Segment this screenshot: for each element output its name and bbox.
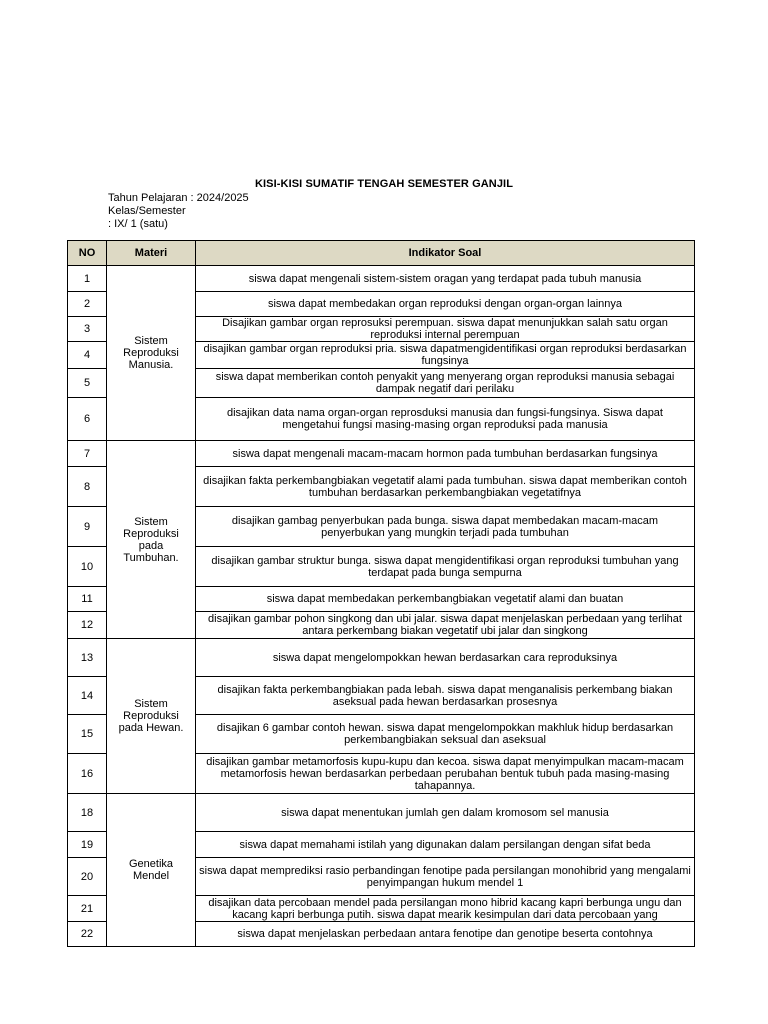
indicator-text: disajikan data percobaan mendel pada persilangan mono hibrid kacang kapri berbunga ungu dan kacang kapri berbunga putih. siswa dapat mearik kesimpulan dari data percobaan yang	[196, 896, 695, 922]
indicator-text: disajikan gambar struktur bunga. siswa dapat mengidentifikasi organ reproduksi tumbuhan yang terdapat pada bunga sempurna	[196, 547, 695, 587]
row-number: 2	[68, 292, 107, 317]
row-number: 6	[68, 398, 107, 441]
row-number: 18	[68, 794, 107, 832]
row-number: 11	[68, 587, 107, 612]
table-row	[68, 639, 695, 677]
indicator-text: disajikan gambag penyerbukan pada bunga. siswa dapat membedakan macam-macam penyerbukan yang mungkin terjadi pada tumbuhan	[196, 507, 695, 547]
materi-cell: Sistem Reproduksi Manusia.	[107, 266, 196, 441]
document-title: KISI-KISI SUMATIF TENGAH SEMESTER GANJIL	[254, 178, 514, 190]
indicator-text: siswa dapat mengenali macam-macam hormon pada tumbuhan berdasarkan fungsinya	[196, 441, 695, 467]
row-number: 13	[68, 639, 107, 677]
indicator-text: siswa dapat mengelompokkan hewan berdasarkan cara reproduksinya	[196, 639, 695, 677]
row-number: 3	[68, 317, 107, 342]
row-number: 10	[68, 547, 107, 587]
table-row	[68, 794, 695, 832]
table-header-row	[68, 241, 695, 266]
class-semester-label: Kelas/Semester	[108, 205, 186, 217]
indicator-text: disajikan 6 gambar contoh hewan. siswa dapat mengelompokkan makhluk hidup berdasarkan perkembangbiakan seksual dan aseksual	[196, 715, 695, 754]
row-number: 21	[68, 896, 107, 922]
table-row	[68, 441, 695, 467]
header-no: NO	[68, 241, 107, 266]
indicator-text: siswa dapat memprediksi rasio perbandingan fenotipe pada persilangan monohibrid yang mengalami penyimpangan hukum mendel 1	[196, 858, 695, 896]
row-number: 1	[68, 266, 107, 292]
row-number: 5	[68, 369, 107, 398]
row-number: 19	[68, 832, 107, 858]
indicator-text: disajikan data nama organ-organ reprosduksi manusia dan fungsi-fungsinya. Siswa dapat mengetahui fungsi masing-masing organ reproduksi pada manusia	[196, 398, 695, 441]
indicator-text: siswa dapat mengenali sistem-sistem oragan yang terdapat pada tubuh manusia	[196, 266, 695, 292]
row-number: 20	[68, 858, 107, 896]
indicator-text: Disajikan gambar organ reprosuksi perempuan. siswa dapat menunjukkan salah satu organ reproduksi internal perempuan	[196, 317, 695, 342]
indicator-text: siswa dapat menjelaskan perbedaan antara fenotipe dan genotipe beserta contohnya	[196, 922, 695, 947]
indicator-text: disajikan gambar metamorfosis kupu-kupu dan kecoa. siswa dapat menyimpulkan macam-macam metamorfosis hewan berdasarkan perbedaan perubahan bentuk tubuh pada masing-masing tahapannya.	[196, 754, 695, 794]
table-row	[68, 266, 695, 292]
indicator-text: disajikan fakta perkembangbiakan pada lebah. siswa dapat menganalisis perkembang biakan aseksual pada hewan berdasarkan prosesnya	[196, 677, 695, 715]
row-number: 15	[68, 715, 107, 754]
class-semester-value: : IX/ 1 (satu)	[108, 218, 168, 230]
indicator-text: disajikan gambar pohon singkong dan ubi jalar. siswa dapat menjelaskan perbedaan yang terlihat antara perkembang biakan vegetatif ubi jalar dan singkong	[196, 612, 695, 639]
academic-year: Tahun Pelajaran : 2024/2025	[108, 192, 249, 204]
row-number: 8	[68, 467, 107, 507]
materi-cell: Sistem Reproduksi pada Hewan.	[107, 639, 196, 794]
row-number: 4	[68, 342, 107, 369]
materi-cell: Sistem Reproduksi pada Tumbuhan.	[107, 441, 196, 639]
row-number: 7	[68, 441, 107, 467]
indicator-table	[67, 240, 695, 947]
row-number: 12	[68, 612, 107, 639]
header-indikator: Indikator Soal	[196, 241, 695, 266]
row-number: 14	[68, 677, 107, 715]
row-number: 9	[68, 507, 107, 547]
indicator-text: disajikan gambar organ reproduksi pria. siswa dapatmengidentifikasi organ reproduksi berdasarkan fungsinya	[196, 342, 695, 369]
header-materi: Materi	[107, 241, 196, 266]
row-number: 22	[68, 922, 107, 947]
indicator-text: siswa dapat membedakan organ reproduksi dengan organ-organ lainnya	[196, 292, 695, 317]
row-number: 16	[68, 754, 107, 794]
indicator-text: siswa dapat memberikan contoh penyakit yang menyerang organ reproduksi manusia sebagai dampak negatif dari perilaku	[196, 369, 695, 398]
indicator-text: disajikan fakta perkembangbiakan vegetatif alami pada tumbuhan. siswa dapat memberikan contoh tumbuhan berdasarkan perkembangbiakan vegetatifnya	[196, 467, 695, 507]
indicator-text: siswa dapat menentukan jumlah gen dalam kromosom sel manusia	[196, 794, 695, 832]
indicator-text: siswa dapat membedakan perkembangbiakan vegetatif alami dan buatan	[196, 587, 695, 612]
materi-cell: Genetika Mendel	[107, 794, 196, 947]
indicator-text: siswa dapat memahami istilah yang digunakan dalam persilangan dengan sifat beda	[196, 832, 695, 858]
